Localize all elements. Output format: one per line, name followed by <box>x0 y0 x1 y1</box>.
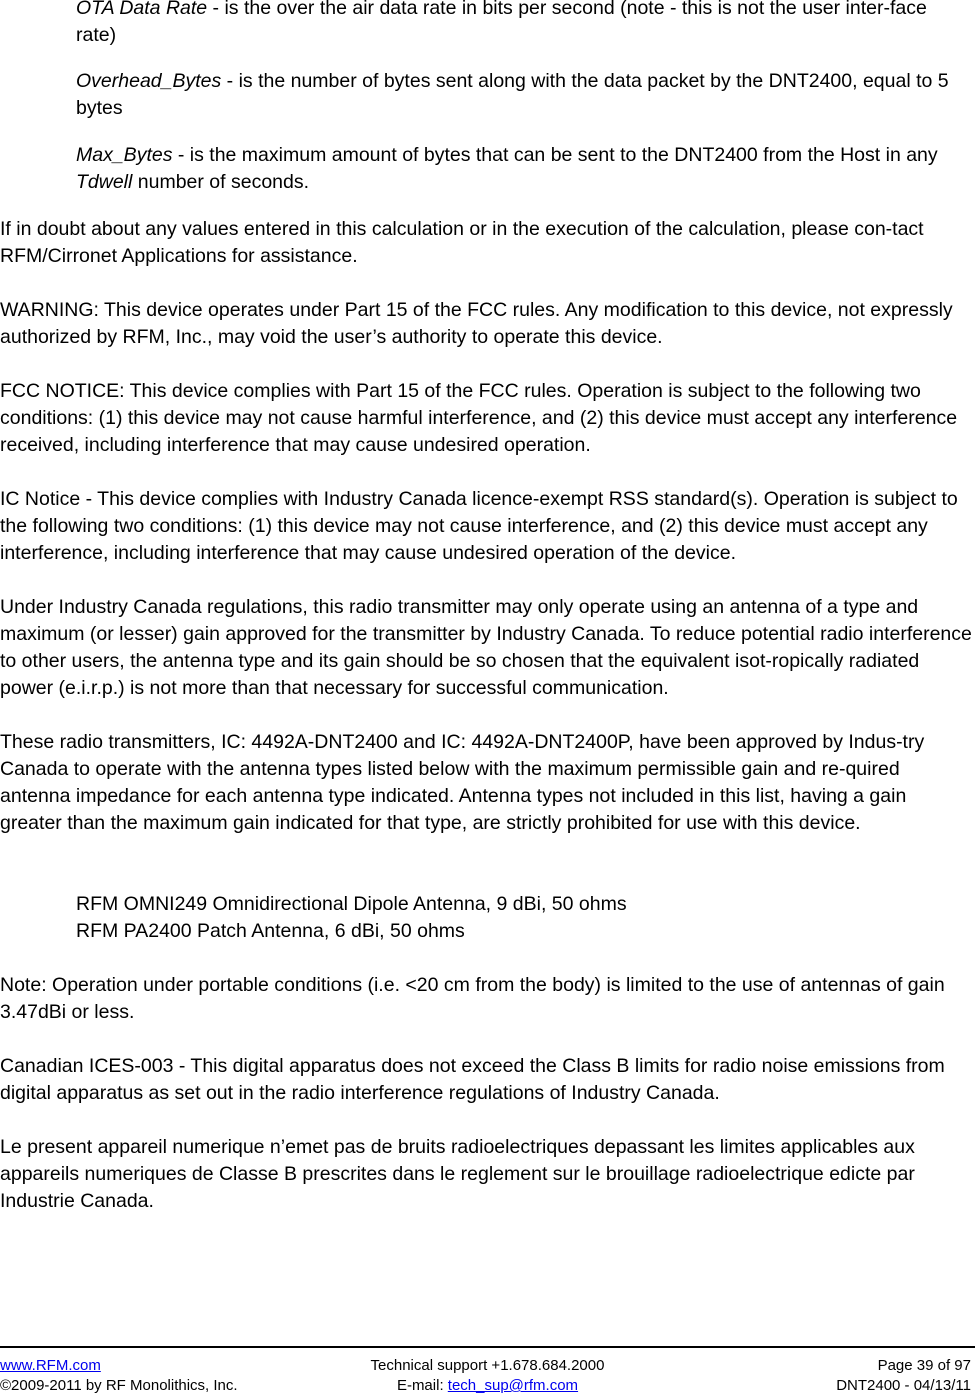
paragraph-fcc-notice: FCC NOTICE: This device complies with Part 15 of the FCC rules. Operation is subject to the following two conditions: (1) this device may not cause harmful interference, and (2) this device must accept any interference received, including interference that may cause undesired operation. <box>0 380 958 456</box>
definition-text: - is the number of bytes sent along with the data packet by the DNT2400, equal to 5 bytes <box>76 70 949 119</box>
copyright: ©2009-2011 by RF Monolithics, Inc. <box>0 1377 238 1394</box>
paragraph-ic-notice: IC Notice - This device complies with Industry Canada licence-exempt RSS standard(s). Operation is subject to the following two conditions: (1) this device may not cause interference, and (2) this device must accept any interference, including interference that may cause undesired operation of the device. <box>0 488 958 564</box>
email-link[interactable]: tech_sup@rfm.com <box>447 1377 579 1394</box>
definition-overhead-bytes <box>76 68 971 122</box>
paragraph-ic-regulations: Under Industry Canada regulations, this radio transmitter may only operate using an antenna of a type and maximum (or lesser) gain approved for the transmitter by Industry Canada. To reduce potential radio interference to other users, the antenna type and its gain should be so chosen that the equivalent isot-ropically radiated power (e.i.r.p.) is not more than that necessary for successful communication. <box>0 596 972 699</box>
term-tdwell: Tdwell <box>76 171 133 193</box>
page-number: Page 39 of 97 <box>877 1357 971 1374</box>
paragraph-note: Note: Operation under portable conditions (i.e. <20 cm from the body) is limited to the use of antennas of gain 3.47dBi or less. <box>0 974 945 1023</box>
footer-divider <box>0 1346 975 1348</box>
email-line <box>0 1376 975 1396</box>
term: OTA Data Rate <box>76 0 208 19</box>
definition-max-bytes <box>76 142 971 196</box>
definition-text-end: number of seconds. <box>132 171 310 193</box>
technical-support: Technical support +1.678.684.2000 <box>370 1357 605 1374</box>
website-link[interactable]: www.RFM.com <box>0 1357 101 1374</box>
paragraph-doubt: If in doubt about any values entered in this calculation or in the execution of the calculation, please con-tact RFM/Cirronet Applications for assistance. <box>0 218 924 267</box>
email-label: E-mail: <box>396 1377 448 1394</box>
antenna-item: RFM OMNI249 Omnidirectional Dipole Antenna, 9 dBi, 50 ohms <box>76 893 627 915</box>
definition-text: - is the over the air data rate in bits per second (note - this is not the user inter-face rate) <box>76 0 927 46</box>
paragraph-transmitters: These radio transmitters, IC: 4492A-DNT2400 and IC: 4492A-DNT2400P, have been approved by Indus-try Canada to operate with the antenna types listed below with the maximum permissible gain and re-quired antenna impedance for each antenna type indicated. Antenna types not included in this list, having a gain greater than the maximum gain indicated for that type, are strictly prohibited for use with this device. <box>0 731 925 834</box>
paragraph-warning: WARNING: This device operates under Part 15 of the FCC rules. Any modification to this device, not expressly authorized by RFM, Inc., may void the user’s authority to operate this device. <box>0 299 953 348</box>
definition-ota-data-rate <box>76 0 971 49</box>
document-id: DNT2400 - 04/13/11 <box>836 1377 971 1394</box>
paragraph-french: Le present appareil numerique n’emet pas de bruits radioelectriques depassant les limites applicables aux appareils numeriques de Classe B prescrites dans le reglement sur le brouillage radioelectrique edicte par Industrie Canada. <box>0 1136 915 1212</box>
term: Max_Bytes <box>76 144 173 166</box>
antenna-item: RFM PA2400 Patch Antenna, 6 dBi, 50 ohms <box>76 920 465 942</box>
definition-text: - is the maximum amount of bytes that can be sent to the DNT2400 from the Host in any <box>172 144 938 166</box>
term: Overhead_Bytes <box>76 70 222 92</box>
paragraph-ices: Canadian ICES-003 - This digital apparatus does not exceed the Class B limits for radio noise emissions from digital apparatus as set out in the radio interference regulations of Industry Canada. <box>0 1055 945 1104</box>
